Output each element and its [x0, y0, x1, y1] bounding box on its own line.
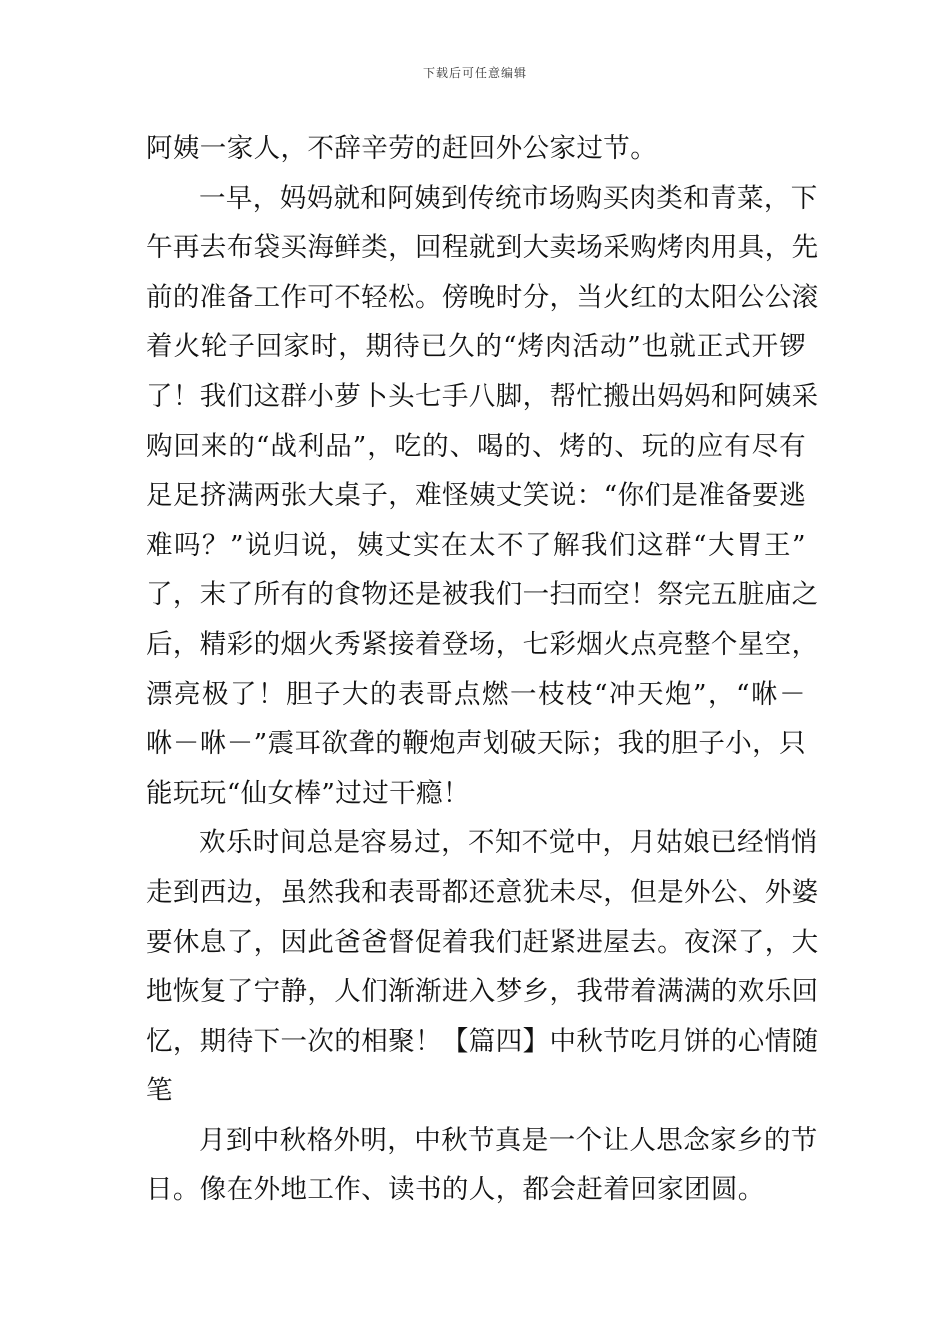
document-body [146, 124, 819, 1215]
text-line: 购回来的“战利品”，吃的、喝的、烤的、玩的应有尽有 [146, 430, 806, 462]
text-line: 午再去布袋买海鲜类，回程就到大卖场采购烤肉用具，先 [146, 232, 819, 264]
text-line: 阿姨一家人，不辞辛劳的赶回外公家过节。 [146, 133, 658, 164]
text-line: 一早，妈妈就和阿姨到传统市场购买肉类和青菜，下 [199, 182, 818, 214]
text-line: 笔 [146, 1075, 173, 1107]
text-line: 前的准备工作可不轻松。傍晚时分，当火红的太阳公公滚 [146, 281, 819, 313]
text-line: 走到西边，虽然我和表哥都还意犹未尽，但是外公、外婆 [146, 876, 819, 908]
header-note: 下载后可任意编辑 [422, 66, 527, 80]
text-line: 月到中秋格外明，中秋节真是一个让人思念家乡的节 [199, 1124, 818, 1156]
text-line: 后，精彩的烟火秀紧接着登场，七彩烟火点亮整个星空， [146, 628, 819, 660]
text-line: 要休息了，因此爸爸督促着我们赶紧进屋去。夜深了，大 [146, 926, 819, 958]
text-line: 能玩玩“仙女棒”过过干瘾！ [146, 777, 470, 809]
text-line: 难吗？”说归说，姨丈实在太不了解我们这群“大胃王” [146, 529, 806, 561]
text-line: 欢乐时间总是容易过，不知不觉中，月姑娘已经悄悄 [199, 827, 818, 859]
text-line: 着火轮子回家时，期待已久的“烤肉活动”也就正式开锣 [146, 331, 806, 363]
text-line: 了，末了所有的食物还是被我们一扫而空！祭完五脏庙之 [146, 579, 819, 611]
text-line: 地恢复了宁静，人们渐渐进入梦乡，我带着满满的欢乐回 [146, 976, 819, 1008]
text-line: 忆，期待下一次的相聚！【篇四】中秋节吃月饼的心情随 [146, 1025, 819, 1057]
text-line: 足足挤满两张大桌子，难怪姨丈笑说：“你们是准备要逃 [146, 480, 806, 512]
text-line: 日。像在外地工作、读书的人，都会赶着回家团圆。 [146, 1174, 765, 1206]
text-line: 了！我们这群小萝卜头七手八脚，帮忙搬出妈妈和阿姨采 [146, 380, 819, 412]
text-line: 咻－咻－”震耳欲聋的鞭炮声划破天际；我的胆子小，只 [146, 728, 806, 760]
text-line: 漂亮极了！胆子大的表哥点燃一枝枝“冲天炮”，“咻－ [146, 678, 806, 710]
